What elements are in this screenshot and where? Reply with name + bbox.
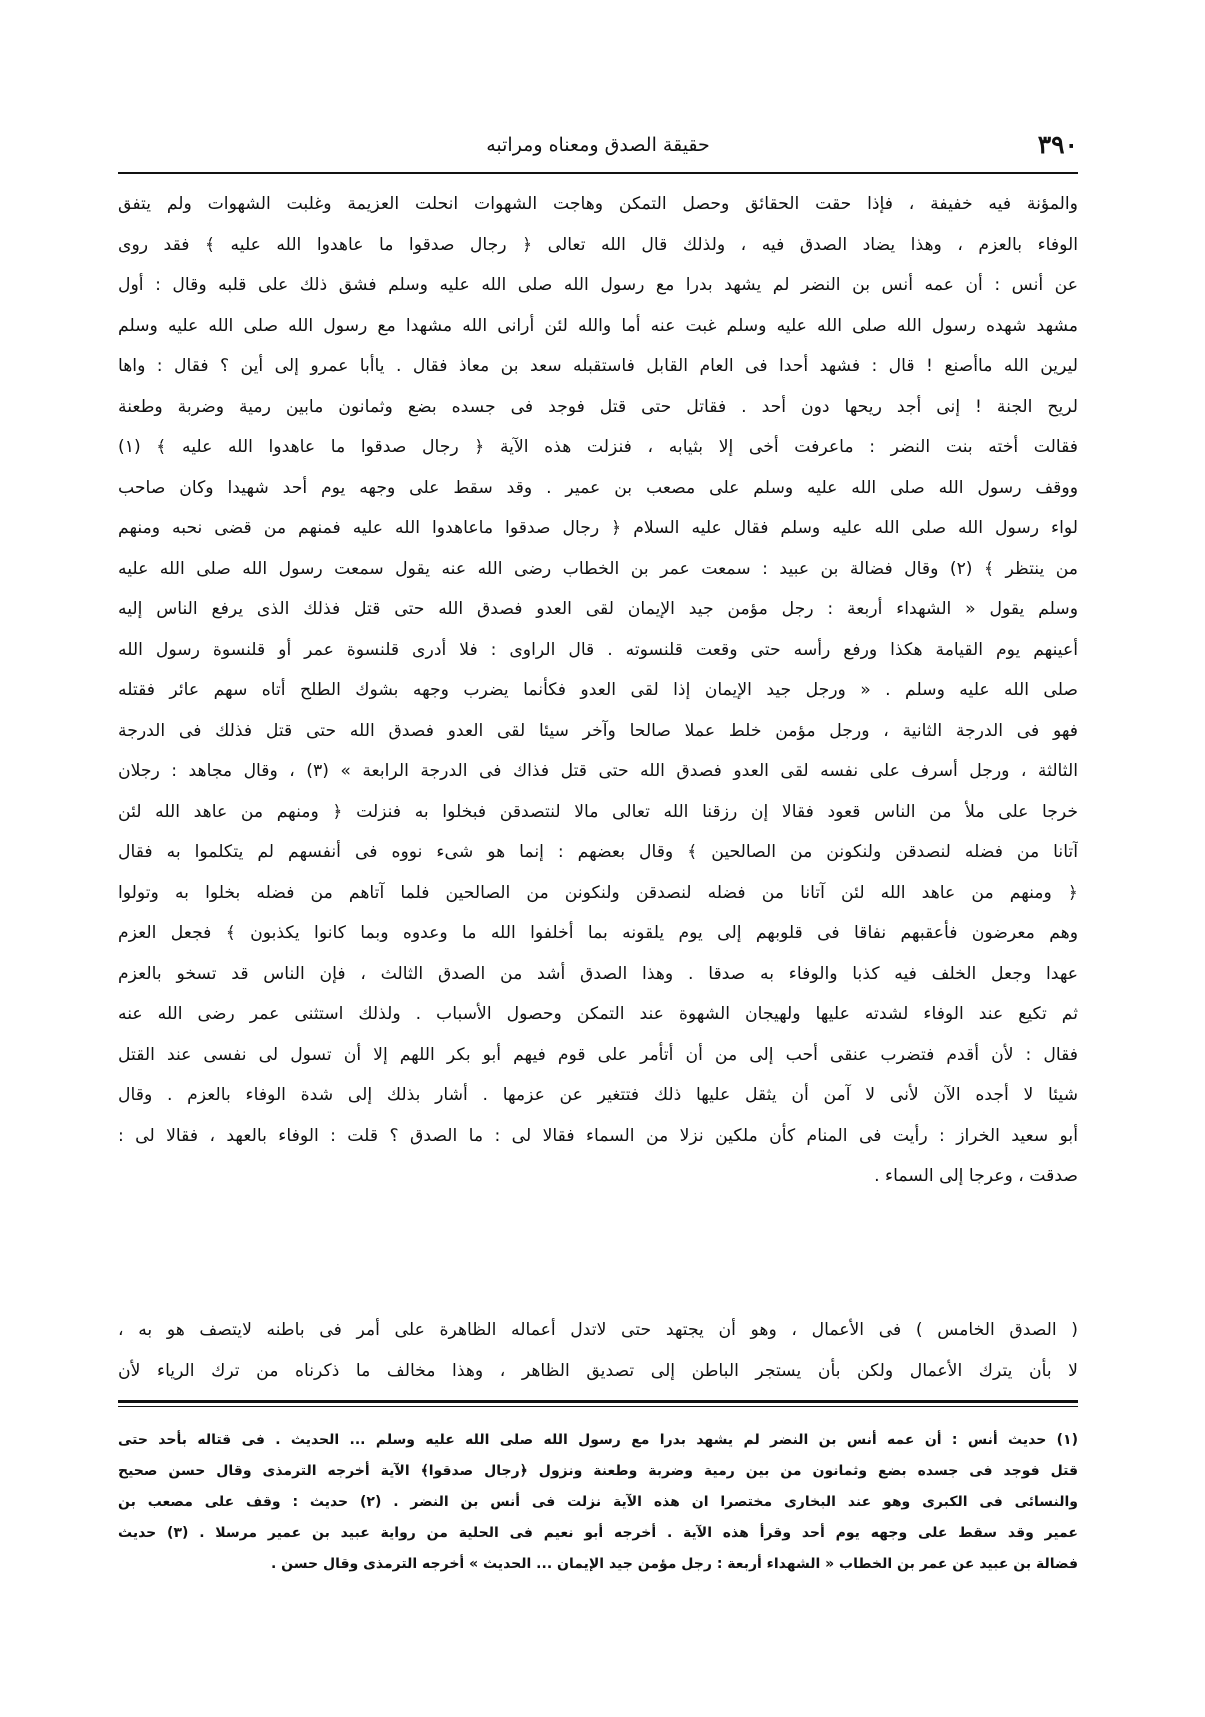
text-line: أبو سعيد الخراز : رأيت فى المنام كأن ملكين نزلا من السماء فقالا لى : ما الصدق ؟ قلت : الوفاء بالعهد ، فقالا لى : [118, 1125, 1078, 1146]
footnote-line: عمير وقد سقط على وجهه يوم أحد وقرأ هذه الآية . أخرجه أبو نعيم فى الحلية من رواية عبيد بن عمير مرسلا . (٣) حديث [118, 1525, 1078, 1541]
text-line: من ينتظر ﴾ (٢) وقال فضالة بن عبيد : سمعت عمر بن الخطاب رضى الله عنه يقول سمعت رسول الله صلى الله عليه [118, 558, 1078, 579]
text-line: ووقف رسول الله صلى الله عليه وسلم على مصعب بن عمير . وقد سقط على وجهه يوم أحد شهيدا وكان صاحب [118, 477, 1078, 498]
text-line: لريح الجنة ! إنى أجد ريحها دون أحد . فقاتل حتى قتل فوجد فى جسده بضع وثمانون مابين رمية وضربة وطعنة [118, 396, 1078, 417]
text-line: عن أنس : أن عمه أنس بن النضر لم يشهد بدرا مع رسول الله صلى الله عليه وسلم فشق ذلك على قلبه وقال : أول [118, 275, 1078, 295]
header-rule [118, 172, 1078, 174]
text-line: لواء رسول الله صلى الله عليه وسلم فقال عليه السلام ﴿ رجال صدقوا ماعاهدوا الله عليه فمنهم من قضى نحبه ومنهم [118, 518, 1078, 538]
running-title: حقيقة الصدق ومعناه ومراتبه [486, 134, 710, 156]
text-line: وهم معرضون فأعقبهم نفاقا فى قلوبهم إلى يوم يلقونه بما أخلفوا الله ما وعدوه وبما كانوا يكذبون ﴾ فجعل العزم [118, 923, 1078, 943]
text-line: آتانا من فضله لنصدقن ولنكونن من الصالحين ﴾ وقال بعضهم : إنما هو شىء نووه فى أنفسهم لم يتكلموا به فقال [118, 842, 1078, 862]
text-line: صلى الله عليه وسلم . « ورجل جيد الإيمان إذا لقى العدو فكأنما يضرب وجهه بشوك الطلح أتاه سهم عائر فقتله [118, 680, 1078, 700]
text-line: الوفاء بالعزم ، وهذا يضاد الصدق فيه ، ولذلك قال الله تعالى ﴿ رجال صدقوا ما عاهدوا الله عليه ﴾ فقد روى [118, 234, 1078, 255]
text-line: ثم تكيع عند الوفاء لشدته عليها ولهيجان الشهوة عند التمكن وحصول الأسباب . ولذلك استثنى عمر رضى الله عنه [118, 1004, 1078, 1024]
text-line: شيئا لا أجده الآن لأنى لا آمن أن يثقل عليها ذلك فتتغير عن عزمها . أشار بذلك إلى شدة الوفاء بالعزم . وقال [118, 1085, 1078, 1105]
text-line: خرجا على ملأ من الناس قعود فقالا إن رزقنا الله تعالى مالا لنتصدقن فبخلوا به فنزلت ﴿ ومنهم من عاهد الله لئن [118, 801, 1078, 822]
section-five-paragraph [118, 1310, 1078, 1391]
footnote-line: والنسائى فى الكبرى وهو عند البخارى مختصرا ان هذه الآية نزلت فى أنس بن النضر . (٢) حديث : وقف على مصعب بن [118, 1494, 1078, 1510]
page-number: ٣٩٠ [1037, 130, 1078, 159]
text-line: ليرين الله ماأصنع ! قال : فشهد أحدا فى العام القابل فاستقبله سعد بن معاذ فقال . ياأبا عمرو إلى أين ؟ فقال : واها [118, 356, 1078, 376]
footnote-rule-thin [118, 1406, 1078, 1407]
page-header [118, 128, 1078, 168]
text-line: أعينهم يوم القيامة هكذا ورفع رأسه حتى وقعت قلنسوته . قال الراوى : فلا أدرى قلنسوة عمر أو قلنسوة رسول الله [118, 639, 1078, 660]
footnote-line: قتل فوجد فى جسده بضع وثمانون من بين رمية وضربة وطعنة ونزول ﴿رجال صدقوا﴾ الآية أخرجه الترمذى وقال حسن صحيح [118, 1463, 1078, 1479]
main-text [118, 184, 1078, 1197]
text-line: ﴿ ومنهم من عاهد الله لئن آتانا من فضله لنصدقن ولنكونن من الصالحين فلما آتاهم من فضله بخلوا به وتولوا [118, 882, 1078, 903]
text-line: فقالت أخته بنت النضر : ماعرفت أخى إلا بثيابه ، فنزلت هذه الآية ﴿ رجال صدقوا ما عاهدوا الله عليه ﴾ (١) [118, 437, 1078, 457]
text-line: لا بأن يترك الأعمال ولكن بأن يستجر الباطن إلى تصديق الظاهر ، وهذا مخالف ما ذكرناه من ترك الرياء لأن [118, 1360, 1078, 1381]
footnotes [118, 1425, 1078, 1580]
footnote-rule [118, 1400, 1078, 1403]
text-line: وسلم يقول « الشهداء أربعة : رجل مؤمن جيد الإيمان لقى العدو فصدق الله حتى قتل فذلك الذى يرفع الناس إليه [118, 599, 1078, 619]
text-line: فهو فى الدرجة الثانية ، ورجل مؤمن خلط عملا صالحا وآخر سيئا لقى العدو فصدق الله حتى قتل فذلك فى الدرجة [118, 720, 1078, 741]
text-line: فقال : لأن أقدم فتضرب عنقى أحب إلى من أن أتأمر على قوم فيهم أبو بكر اللهم إلا أن تسول لى نفسى عند القتل [118, 1044, 1078, 1065]
text-line: ( الصدق الخامس ) فى الأعمال ، وهو أن يجتهد حتى لاتدل أعماله الظاهرة على أمر فى باطنه لايتصف هو به ، [118, 1320, 1078, 1340]
footnote-line: فضالة بن عبيد عن عمر بن الخطاب « الشهداء أربعة : رجل مؤمن جيد الإيمان ... الحديث » أخرجه الترمذى وقال حسن . [270, 1556, 1078, 1572]
text-line: والمؤنة فيه خفيفة ، فإذا حقت الحقائق وحصل التمكن وهاجت الشهوات انحلت العزيمة وغلبت الشهوات ولم يتفق [118, 194, 1078, 214]
footnote-line: (١) حديث أنس : أن عمه أنس بن النضر لم يشهد بدرا مع رسول الله صلى الله عليه وسلم ... الحديث . فى قتاله بأحد حتى [118, 1432, 1078, 1448]
text-line: الثالثة ، ورجل أسرف على نفسه لقى العدو فصدق الله حتى قتل فذاك فى الدرجة الرابعة » (٣) ، وقال مجاهد : رجلان [118, 761, 1078, 781]
text-line: صدقت ، وعرجا إلى السماء . [874, 1166, 1078, 1186]
text-line: مشهد شهده رسول الله صلى الله عليه وسلم غبت عنه أما والله لئن أرانى الله مشهدا مع رسول الله صلى الله عليه وسلم [118, 315, 1078, 336]
text-line: عهدا وجعل الخلف فيه كذبا والوفاء به صدقا . وهذا الصدق أشد من الصدق الثالث ، فإن الناس قد تسخو بالعزم [118, 963, 1078, 984]
